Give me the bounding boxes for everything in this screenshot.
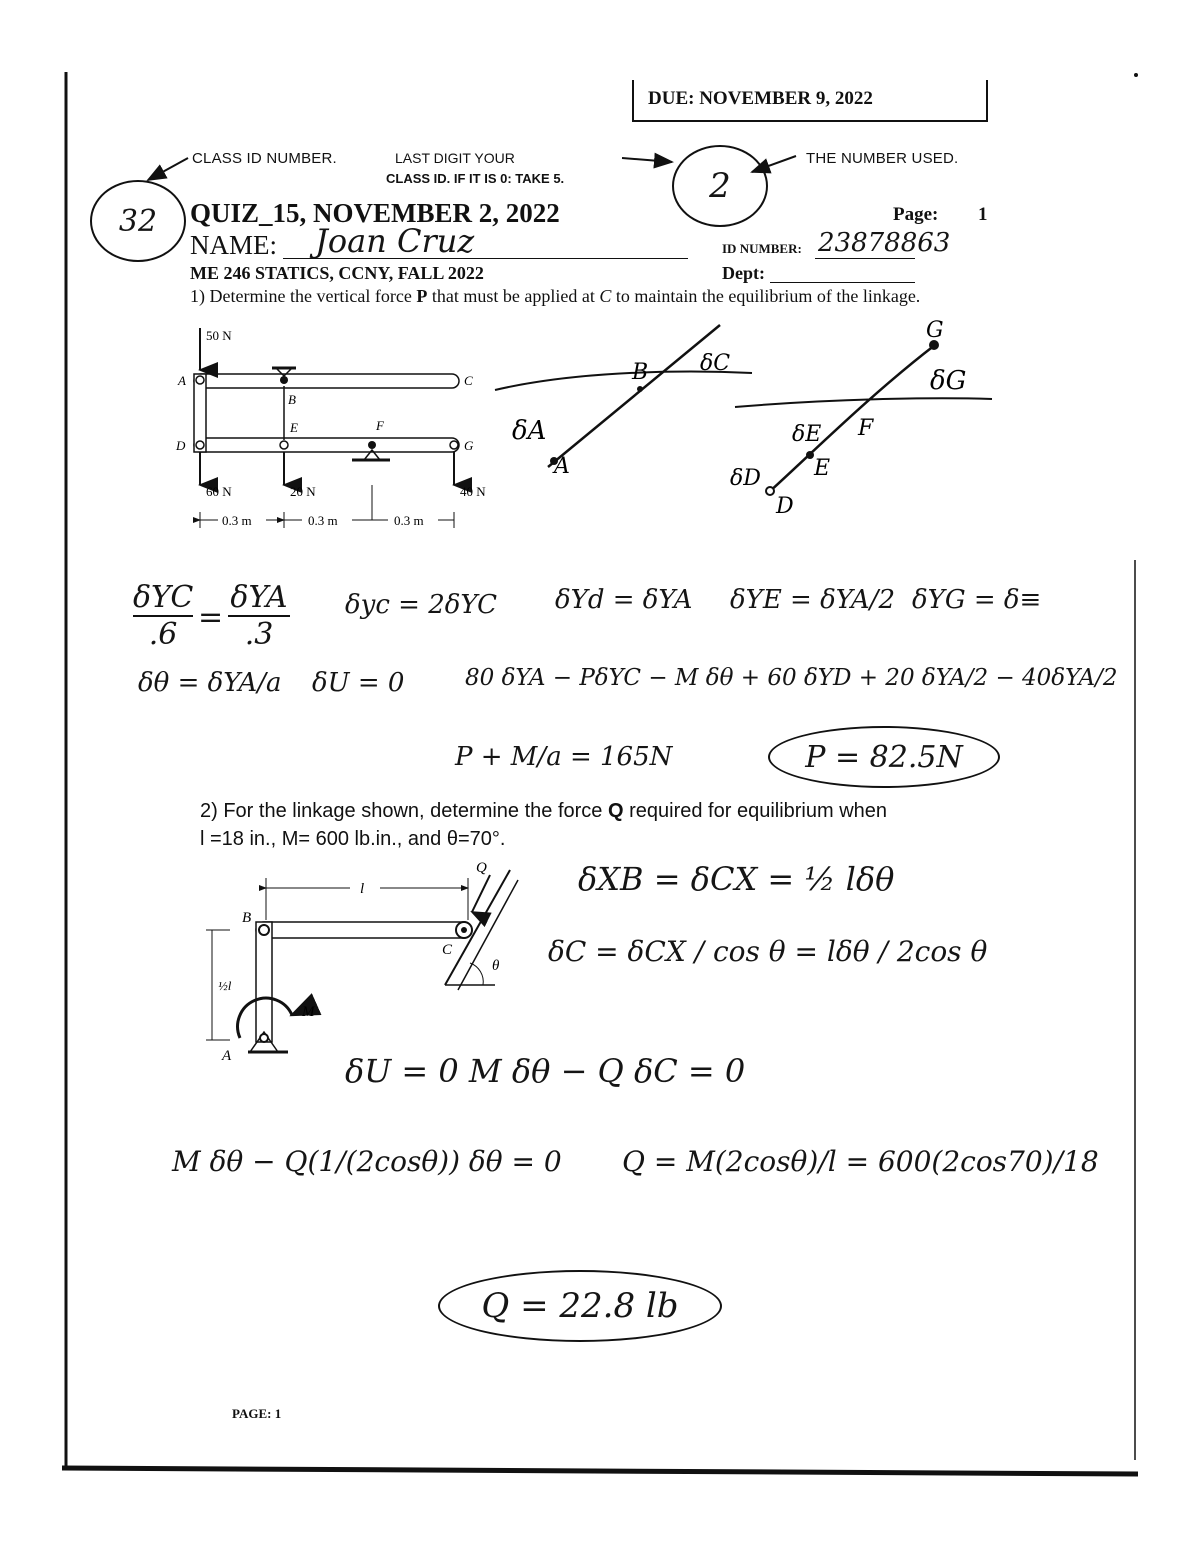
header-arrows	[0, 0, 1200, 260]
quiz-title: QUIZ_15, NOVEMBER 2, 2022	[190, 198, 560, 228]
id-underline	[815, 258, 915, 259]
problem2-prefix: 2) For the linkage shown, determine the force	[200, 800, 608, 822]
sketch2-e: E	[814, 456, 831, 481]
load-e-label: 20 N	[290, 484, 316, 499]
sketch1-dc: δC	[700, 351, 731, 376]
problem1-suffix: to maintain the equilibrium of the linkage.	[611, 286, 921, 306]
answer2-value: Q = 22.8 lb	[481, 1286, 679, 1326]
linkage-figure-2	[200, 860, 530, 1070]
load-g-label: 40 N	[460, 484, 486, 499]
problem2-force-symbol: Q	[608, 800, 624, 822]
label-b: B	[288, 392, 296, 407]
work1-frac-a-num: δYC	[133, 580, 194, 615]
sketch2-dd: δD	[730, 466, 761, 491]
problem1-point: C	[599, 286, 612, 306]
problem2-statement-line2: l =18 in., M= 600 lb.in., and θ=70°.	[200, 828, 506, 850]
answer1-oval	[768, 726, 1000, 788]
fig2-a: A	[222, 1048, 232, 1064]
id-number-label: ID NUMBER:	[722, 241, 802, 256]
work2-b: δU = 0	[312, 668, 405, 698]
fig2-half-l: ½l	[218, 978, 232, 993]
sketch2-dg: δG	[930, 366, 967, 396]
answer2-oval	[438, 1270, 722, 1342]
linkage-figure-1	[160, 320, 500, 540]
sketch1-b: B	[632, 360, 649, 385]
fig2-b: B	[242, 910, 252, 926]
displacement-sketch-2	[730, 315, 1010, 525]
dept-underline	[770, 282, 915, 283]
problem1-force-symbol: P	[416, 286, 428, 306]
page-number: 1	[978, 204, 988, 225]
id-number-value: 23878863	[818, 228, 951, 258]
work2-line2: δC = δCX / cos θ = lδθ / 2cos θ	[548, 935, 988, 968]
number-used-value: 2	[709, 166, 731, 206]
problem2-suffix: required for equilibrium when	[623, 800, 888, 822]
work2-line4: M δθ − Q(1/(2cosθ)) δθ = 0	[172, 1145, 562, 1178]
displacement-sketch-1	[490, 315, 770, 485]
fig2-m: M	[302, 1004, 315, 1020]
class-id-value: 32	[118, 203, 158, 239]
dim1-label: 0.3 m	[222, 513, 252, 528]
fig2-l: l	[360, 881, 365, 897]
last-digit-line2: CLASS ID. IF IT IS 0: TAKE 5.	[386, 171, 565, 186]
label-a: A	[178, 373, 186, 388]
work1-rest1: δyc = 2δYC	[345, 590, 498, 620]
label-f: F	[376, 418, 384, 433]
dim3-label: 0.3 m	[394, 513, 424, 528]
work1-rest4: δYG = δ≡	[912, 585, 1042, 615]
sketch1-a: A	[554, 454, 570, 479]
dim2-label: 0.3 m	[308, 513, 338, 528]
dept-label: Dept:	[722, 263, 765, 283]
problem1-mid: that must be applied at	[427, 286, 600, 306]
class-id-label: CLASS ID NUMBER.	[192, 150, 337, 167]
answer1-value: P = 82.5N	[805, 739, 963, 775]
fig2-theta: θ	[492, 958, 500, 974]
work2-line5: Q = M(2cosθ)/l = 600(2cos70)/18	[622, 1145, 1099, 1178]
due-date: DUE: NOVEMBER 9, 2022	[648, 88, 873, 109]
sketch2-d: D	[776, 494, 794, 519]
label-g: G	[464, 438, 474, 453]
last-digit-line1: LAST DIGIT YOUR	[395, 150, 515, 166]
sketch2-g: G	[926, 318, 944, 343]
sketch2-f: F	[858, 416, 874, 441]
name-value: Joan Cruz	[315, 222, 475, 260]
work1-frac-b-den: .3	[228, 615, 290, 652]
work1-frac-a-den: .6	[133, 615, 193, 652]
problem2-statement-line1	[200, 800, 887, 823]
sketch2-de: δE	[792, 422, 822, 447]
name-underline	[283, 258, 688, 259]
work3-a: P + M/a = 165N	[455, 742, 673, 772]
fig2-q: Q	[476, 860, 487, 876]
work2-line3: δU = 0 M δθ − Q δC = 0	[345, 1052, 746, 1090]
load-d-label: 60 N	[206, 484, 232, 499]
problem1-prefix: 1) Determine the vertical force	[190, 286, 417, 306]
sketch1-da: δA	[512, 416, 547, 446]
work2-c: 80 δYA − PδYC − M δθ + 60 δYD + 20 δYA/2 − 40δYA/2	[465, 665, 1118, 691]
work2-a: δθ = δYA/a	[138, 668, 282, 698]
load-top-label: 50 N	[206, 328, 232, 343]
work1-rest2: δYd = δYA	[555, 585, 693, 615]
course-title: ME 246 STATICS, CCNY, FALL 2022	[190, 263, 484, 283]
work1-frac-b-num: δYA	[230, 580, 288, 615]
work2-line1: δXB = δCX = ½ lδθ	[578, 860, 895, 898]
label-d: D	[176, 438, 186, 453]
fig2-c: C	[442, 942, 453, 958]
label-e: E	[290, 420, 298, 435]
work1-frac-a	[133, 580, 193, 652]
number-used-label: THE NUMBER USED.	[806, 150, 959, 167]
work1-eq-1: =	[198, 600, 224, 635]
name-label: NAME:	[190, 230, 277, 260]
problem1-statement	[190, 286, 920, 307]
page-label: Page:	[893, 204, 939, 225]
work1-rest3: δYE = δYA/2	[730, 585, 895, 615]
footer-page: PAGE: 1	[232, 1406, 282, 1421]
work1-frac-b	[228, 580, 290, 652]
label-c: C	[464, 373, 473, 388]
